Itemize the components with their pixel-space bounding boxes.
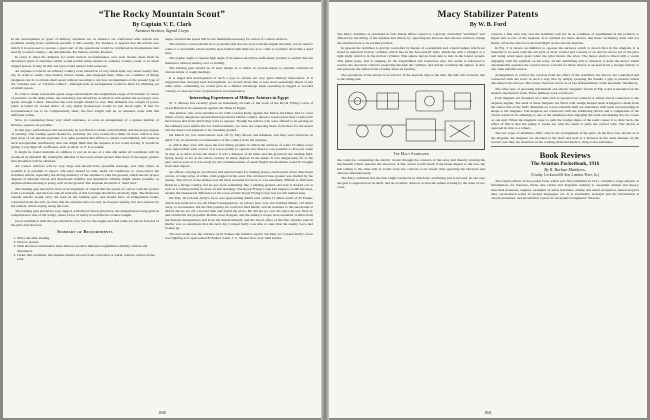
paragraph: An officer carrying in an advance had selected sand for landing places, and had put down directional arrows of long strips of white cloth pegged in the sand. The advanced base ground was shelled by the enemy. The arrival of the airmen was the most essential fact here. It was extremely difficult to find such fields in a flying country, but he got upon something like a landing ground, and had it cleared out as well as it could possibly be done on that morning. The Royal Flying Corps had begun to bomb the lines, despite the unexpected difference of the road, and the Royal Flying Corps was not left behind long.: [165, 169, 313, 195]
paragraph: On March 22, tow observations took off by Tiny Moore and Kinahan, and they were followed on April 5 by an extensive reconnaissance of the country from the airplane.: [165, 133, 313, 142]
left-columns: [11, 37, 313, 262]
paragraph: The elevator control should be so powerful that the tail, even with the engine throttled, can be used to come to a reasonable extent and the nose landed with little ton, as to come to as flatter down like a dead bird.: [165, 42, 314, 55]
book-title: The Aviation Pocketbook, 1916: [530, 161, 600, 168]
stabilizer-diagram: [337, 84, 485, 150]
page-number: 1041: [484, 411, 492, 415]
paragraph: The landing gear should be such an arrangement of wheels that the points of contact with the ground form a rectangle, and the fore-and-aft intervals of this rectangle should be relatively light. The main rear outside wheels would carry the load on the landing gear, and should have an independent brake, controlled from the seat, in order that the airplane may not only be stopped quickly, but also steered, by the wheels, when taxying along the road.: [11, 186, 159, 208]
paragraph: In this type, performance will necessarily be sacrificed to obtain controllability and the proper degree of stability. The landing speed should be, probably not over twenty-five miles an hour, which is less than most of our pursuit airplanes. It is quite probable that efforts to obtain controllability will result in such aerodynamic inefficiency that one might think that the airplane is not worth having. It would be giving a very high lift coefficient, such as the R. A. F. 6, is useful.: [11, 127, 159, 149]
paragraph: In order to make reasonable speed range and maintain the longitudinal range of movement of center of pressure on the main plane, the enclosing area should be as small as will permit the necessary slow speed, through a short. Therefore the total weight should be low. This demands low weight of power plant. A radial air cooled motor of, say, eighty horsepower would be just about right. If fuel for reconnaissance are to be comparatively short, the fuel weight will be, as measure, even with this sufficient radius.: [11, 91, 159, 117]
paragraph: In general the stabilizer is gravity controlled by means of a pendulum and a metal sphere which are based in spherical hollow cylinder, which lies in the fore-and-aft balls. Inside the tube a plunger or a tight slight which is in the hollow cylinder. This sphere moves from side to side in the lateral system. This guide plate, that is slipping. In the longitudinal and transverse axis, the center is balanced to receive the electrical contacts projecting through the cylinder, and merely touching the sphere. A shot and pin keep the sphere from rotating about its bearing.: [337, 45, 485, 72]
egypt-section-heading: Interesting Experiences of Military Aviators in Egypt: [189, 94, 289, 100]
right-page: [329, 2, 647, 418]
article-byline: By W. B. Ford: [469, 22, 507, 28]
article-byline-affiliation: Aviation Section, Signal Corps: [135, 28, 189, 33]
article-byline: By Captain V. E. Clark: [132, 22, 192, 28]
paragraph: The other type of operating mechanism one electric magnetic shown in Fig. 4 and is intended for the modern mechanical form. These unlikely work as follows:: [491, 86, 639, 95]
paragraph: It is urged that development of such a type is carried out very great military importance. It is suggested that, through such development, we would, alone fine or less, have essentially ahead of any other army—something we would give us a distinct advantage when operating in rugged or wooded country, to exercise close cooperation in reconnaissance.: [165, 75, 313, 93]
right-columns: [337, 32, 639, 202]
left-column-1: [11, 37, 159, 262]
left-column-2: [165, 37, 313, 262]
article-title-rocky-mountain-scout: “The Rocky Mountain Scout”: [98, 10, 226, 20]
paragraph: In Fig. 3 is shown an inhibitor to operate the surfaces which is shown first in the diagram. It is intended to be used with the old style of lever control and consists of an electric motor set of the pilot and being acted upon gears when the pilot moves the lever. The motor shaft is fitted with a worm engaging with the segment on the lever. As the stabilizing unit is vibrated, it starts the motor which automatically operates the control levers. Current for these motors is secured from a storage battery or any other suitable source.: [491, 45, 639, 72]
left-page: [3, 2, 321, 418]
list-item: 4. Under this condition, the airplane should recover from a bad dive or spiral, with no control of the pilot.: [17, 253, 159, 262]
paragraph: The next event was the advance on El Fasher, the Sultan's capital. On May 22, Colonel Kelly's force was fighting as it approached El Fasher. Lieut. J. C. Slessor flew over with bombs.: [165, 231, 313, 240]
paragraph: the contactor, completing the electric circuit through the contacts of the relay and thereby starting the mechanism which operates the elevators. A like action would result if the plane dipped to the rear, the ball rolling to the other side. It would close two contacts to be closed, thus operating the elevators and ailerons simultaneously.: [337, 158, 485, 175]
paragraph: Now, in considering these very small airplanes, or even an arrangement of a greater number of fixtures, squares are possible.: [11, 118, 159, 127]
paragraph: The Macy stabilizer as presented in four Patent Office reports is a gravity controlled “stabilizer” and affected by the tilting of the airplane and which, by operating the ailerons and elevator surfaces, brings the airplane back to its normal position.: [337, 32, 485, 45]
paragraph: It might be found desirable in addition to put air in use of a side slip under all conditions will be produced by dihedral. By raising the dihedral of the lower planes greater than those of the upper, greater lean shoulders will be obtained.: [11, 150, 159, 163]
paragraph: The Macy stabilizer has the four slight variations in which the oscillating part is pivoted. In one case the gear is supported on its shaft, and an eccentric drives it so that the sphere is hung by the arms of two cross.: [337, 176, 485, 189]
book-publisher: (Crosby, Lockwood & Son, London. Price, 3s.): [531, 173, 599, 178]
paragraph: Arrangement to control the controls from the effect of the stabilizer, the motors are controlled and connected with the lever in such a way that by simply grasping the handle a grip is pressed which disconnects the motors. The aviator then has levers as of last independently of the automatic machinery.: [491, 72, 639, 86]
list-item: 2. Narrow spread.: [17, 240, 159, 244]
list-item: 3. With elevators abandoned, there must be positive inherent longitudinal stability, statical and dynamical.: [17, 244, 159, 253]
paragraph: to which they were still open the four flying ground on which the surfaces of some 15 miles away were approached with control of it was possible to operate and where it was possible to discover some as near as to drive across the desert. It was a distance of 40 miles and the ground at the landing field, flying nearly as far as the whole country in many degrees in the shade. It was dangerously far to the east, and as soon as it was ready for the commencement of aerial flights the machines could be brought from their depots.: [165, 143, 313, 169]
book-reviews-heading: Book Reviews: [539, 150, 591, 161]
paragraph: The two types of machines differ only in the arrangement of the parts. In the first case, shown as at the diagram, the magnets are attached to the shaft and held at a distance in the same manner. In the second case they are mounted on the rotating shaft and made to cling to the armatures.: [491, 131, 639, 144]
paragraph: The fourth edition of the pocket book which was first published in 1911, contains a large amount of information, for instance, many new tables and diagrams relating to aeroplane design and theory, structural materials, engines, examples of aerial machines, airship and aerial navigation, meteorological data, aeronautical terms in several languages, etc. It is excellently arranged and the information is clearly presented, and should find a place in aeronautical engineers’ libraries.: [491, 179, 639, 201]
paragraph: Four magnets are mounted on a disk each is operated by solenoid or wheel and is connected to the airplane engine. The ends of these magnets are fitted with wedge shaped teeth arranged to mesh from the center line of the shaft. Mounted on a non-rotatable shaft are armatures with teeth corresponding in shape to the magnets. The magnets are connected with the stabilizing device and a completion of the circuit results in its adhering to one of the armatures thus engaging the teeth and making the two rotate as one unit. When the magnets cease to pull, the wedge shape of the teeth causes it to slide back, the effect of this is that the pulley it tracks not with the drum or pulls the control wire. The device is operated in ratio to a wheel.: [491, 96, 639, 130]
figure-caption: The Macy Stabilizer: [393, 152, 429, 157]
paragraph: On May 16 Colonel Kelly's force was approaching Mellit and, within 15 miles north of El Fasher, which was believed to be Ali Dinar's headquarters, an aviator flew over and bombed Mellit, 110 miles away, to reconnoiter. On his first journey he could not find Mellit, and he returned to the aerodrome at Abiad, but he set off a second time and found the place. He did not go over the place he was fired at, and a bullet hit the propeller. Bombs were dropped, and the enemy's troops were scattered. A letter from the Sultan's headquarters and from the Sultan himself, and the moral effect of the first airplane seen in Darfur was so enormous that the next day Colonel Kelly was able to state that the enemy force had broken up.: [165, 196, 313, 231]
book-gutter: [321, 0, 329, 420]
paragraph: W. T. Massey has recently given an interesting account of the work of the Royal Flying Corps of Great Britain in its operations against the Turks in Egypt:: [165, 101, 313, 110]
list-item: 1. Short run after landing.: [17, 236, 159, 240]
right-column-1: [337, 32, 485, 202]
paragraph: controls a fine wire reel, and the stabilizer will not be in condition of equilibrium in the position or figure and at rest of the airplane. It is claimed for these devices that these oscillating units will not flutter; offset the tiny force the ball might on the aircraft airplane.: [491, 32, 639, 45]
paragraph: All control surfaces will be very large and should have powerful leverage, and with cables as possible it is possible to expect. The pilot should be able, under all conditions, to over-control the stabilizer efforts, especially the diving tendency of the airplane to take the ground, which has the proper degrees of inherent lateral and directional stability and dynamical stability might render possible, as airplane manoeuvering is pretty well on the ground. The airplane should be a ‘dead bird’.: [11, 164, 159, 186]
paragraph: The landing gear should be very rugged, with liberal shock absorbers, the strength here being great in comparison to that of the wings, where factor of safety is sacrificed to reduce weight.: [11, 209, 159, 218]
section-divider: [491, 146, 639, 147]
page-number: 1040: [158, 411, 166, 415]
summary-heading: Summary of Requirements: [57, 229, 113, 235]
summary-list: [11, 236, 159, 262]
paragraph: The landing gear should be of such design as to suffer no serious injury to airplane structure in various kinds of rough landings.: [165, 66, 313, 75]
article-title-macy-stabilizer: Macy Stabilizer Patents: [437, 10, 539, 20]
paragraph: The operations of the device is as follows: If the airplane dips to the side, the ball rolls forward, due to the tilting and: [337, 72, 485, 81]
paragraph: An airplane to land in an ordinary country road, should be of very small span, say, about twenty feet, say, in order to safely clear bushes, fences, banks, and telegraph lines. There are a number of things designers can do to obtain small speed without resorting to any few arrangements of the present type of the ‘variable area’ or ‘variable camber’, although such an arrangement would be ideal for climbing out of small spaces.: [11, 69, 159, 91]
paragraph: The engine ought to require high angle of incidence should be sufficiently positive to permit this last maneuver without turning over or stalling.: [165, 56, 313, 65]
paragraph: The airmen, who were detailed to act with Colonel Kelly against the Sultan Ali Dinar, had to cover much of very dangerous and uncharted ground in Darfur country. About a week before they could reach the fortress and from which they were to operate. Though the natives who were offered to be serving on the railhead were ineffective for reinforcements, we were not expecting these from there for the desert and the desert was planned to be a landing ground.: [165, 110, 313, 132]
right-column-2: [491, 32, 639, 202]
book-author: By R. Borlase Matthews.: [544, 167, 586, 173]
paragraph: In the development of types of military airplanes we, in America are confronted with certain new problems arising from conditions peculiar to this country. For instance, it appears that the terrain over which it is proposed to operate a great part of the operations would be conducted in mountainous and heavily wooded country—the Alleghenies, the Sierras, and the Rockies.: [11, 37, 159, 54]
paragraph: angle, and that the speed will be the minimum necessary for action of control surfaces.: [165, 37, 288, 41]
paragraph: Good ventilation with the type should be very low for the engine and fuel tanks are placed forward of the pilot and observer.: [11, 218, 159, 228]
paragraph: In order to meet the demand, for aerial tactical reconnaissance over such terrain, there must be developed types of airplanes which would permit being landed on ordinary country roads, or in small rugged spaces. It may be that one type would answer both purposes.: [11, 55, 159, 68]
